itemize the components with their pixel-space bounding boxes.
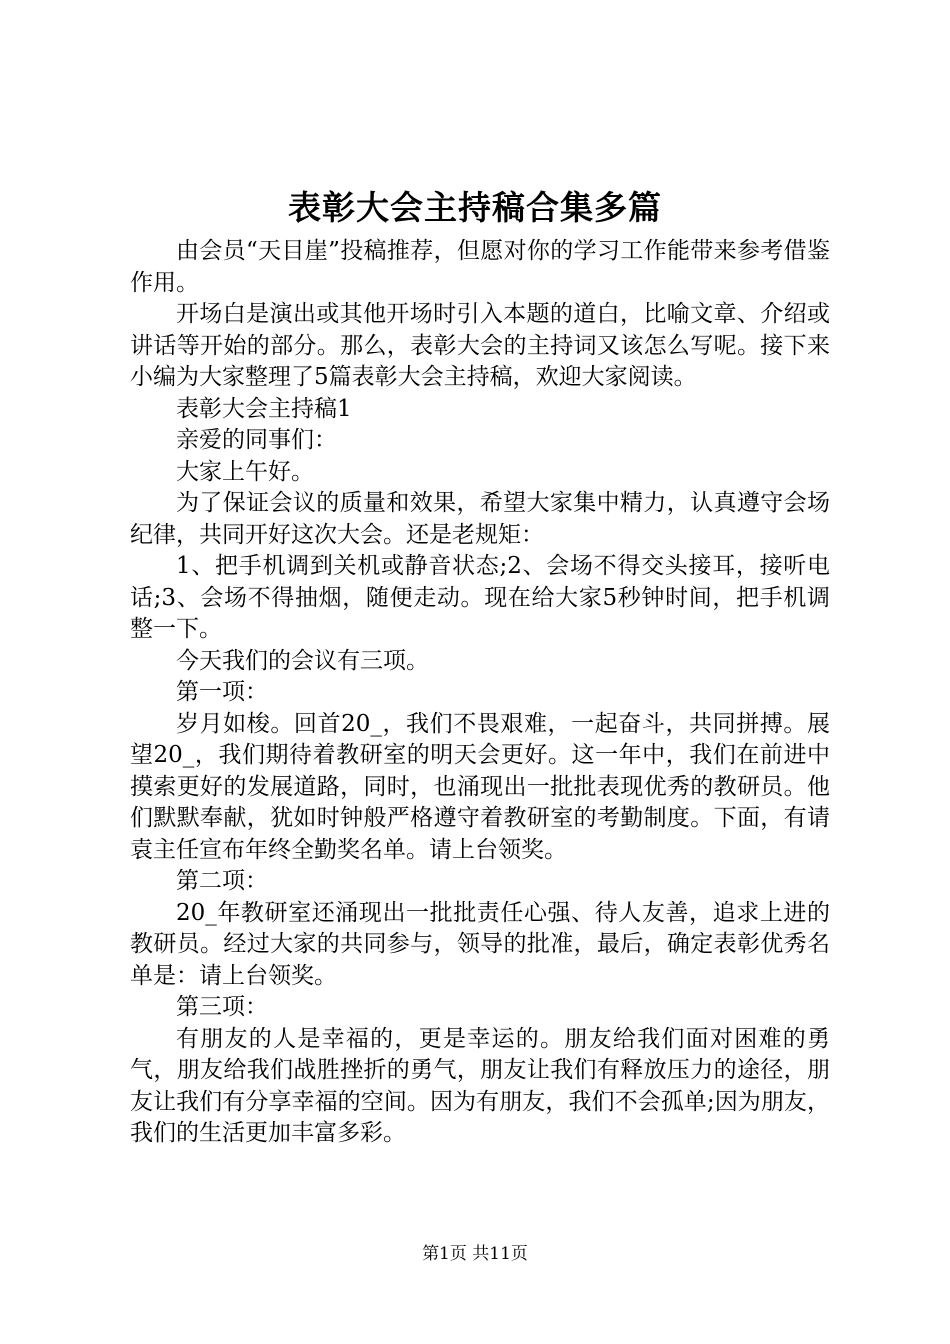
paragraph: 今天我们的会议有三项。	[176, 647, 429, 674]
paragraph: 由会员“天目崖”投稿推荐，但愿对你的学习工作能带来参考借鉴作用。	[130, 238, 830, 296]
paragraph: 岁月如梭。回首20_，我们不畏艰难，一起奋斗，共同拼搏。展望20_，我们期待着教研室的明天会更好。这一年中，我们在前进中摸索更好的发展道路，同时，也涌现出一批批表现优秀的教研员。他们默默奉献，犹如时钟般严格遵守着教研室的考勤制度。下面，有请袁主任宣布年终全勤奖名单。请上台领奖。	[130, 710, 830, 863]
page-footer: 第1页 共11页	[422, 1244, 528, 1264]
document-title: 表彰大会主持稿合集多篇	[288, 188, 662, 227]
paragraph: 20_年教研室还涌现出一批批责任心强、待人友善，追求上进的教研员。经过大家的共同参与，领导的批准，最后，确定表彰优秀名单是：请上台领奖。	[130, 899, 830, 989]
item-heading: 第一项：	[176, 679, 268, 705]
paragraph: 1、把手机调到关机或静音状态;2、会场不得交头接耳，接听电话;3、会场不得抽烟，随便走动。现在给大家5秒钟时间，把手机调整一下。	[130, 553, 830, 642]
paragraph: 有朋友的人是幸福的，更是幸运的。朋友给我们面对困难的勇气，朋友给我们战胜挫折的勇气，朋友让我们有释放压力的途径，朋友让我们有分享幸福的空间。因为有朋友，我们不会孤单;因为朋友，我们的生活更加丰富多彩。	[130, 1025, 830, 1146]
document-body	[130, 236, 830, 1150]
paragraph: 大家上午好。	[176, 458, 314, 485]
item-heading: 第二项：	[176, 868, 268, 894]
paragraph: 亲爱的同事们：	[176, 427, 337, 453]
paragraph: 开场白是演出或其他开场时引入本题的道白，比喻文章、介绍或讲话等开始的部分。那么，表彰大会的主持词又该怎么写呢。接下来小编为大家整理了5篇表彰大会主持稿，欢迎大家阅读。	[130, 301, 830, 390]
section-heading: 表彰大会主持稿1	[176, 395, 352, 422]
paragraph: 为了保证会议的质量和效果，希望大家集中精力，认真遵守会场纪律，共同开好这次大会。还是老规矩：	[130, 490, 830, 548]
item-heading: 第三项：	[176, 994, 268, 1020]
